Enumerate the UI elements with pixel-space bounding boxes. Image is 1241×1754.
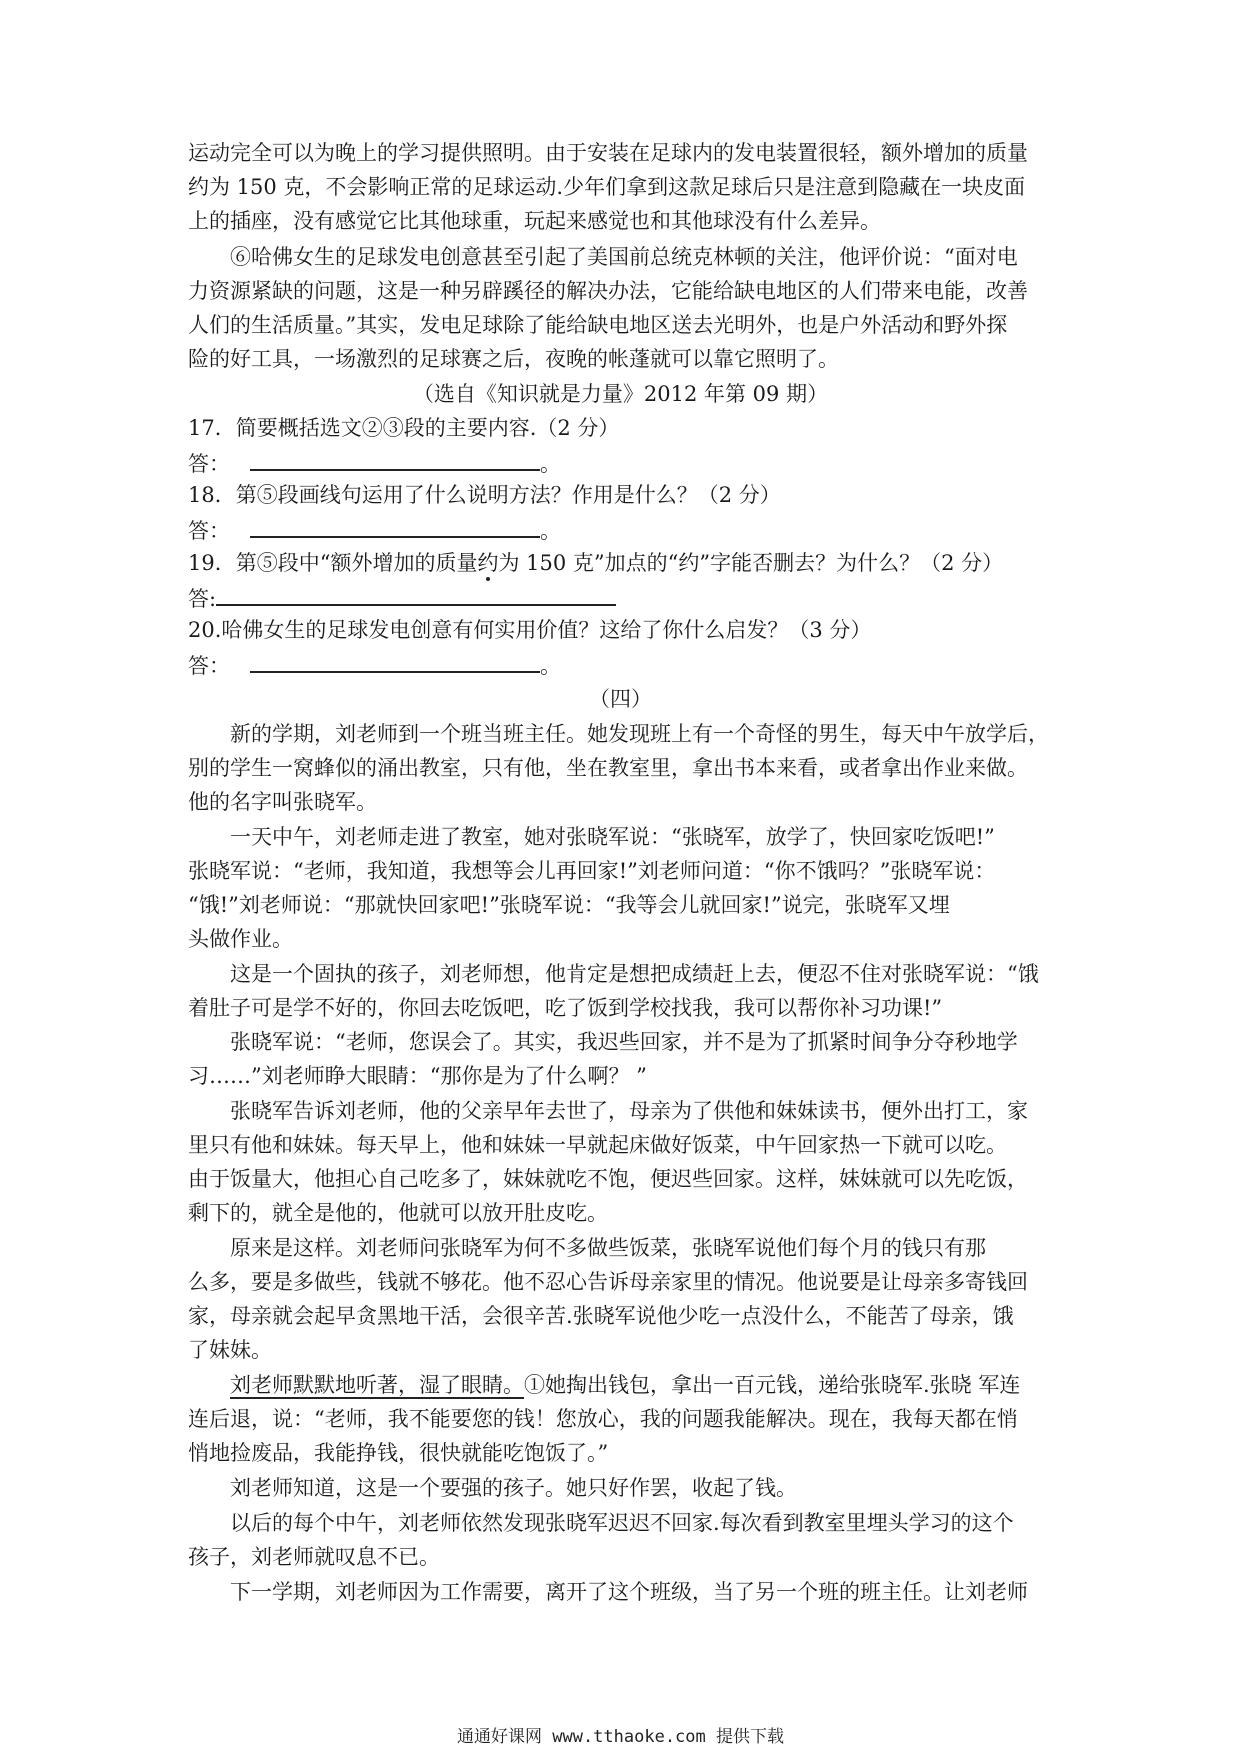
text-line: 里只有他和妹妹。每天早上，他和妹妹一早就起床做好饭菜，中午回家热一下就可以吃。: [188, 1133, 1007, 1157]
text-line: 张晓军告诉刘老师，他的父亲早年去世了，母亲为了供他和妹妹读书，便外出打工，家: [230, 1099, 1028, 1123]
question-20: 20.哈佛女生的足球发电创意有何实用价值？这给了你什么启发？（3 分）: [188, 618, 872, 642]
text-line: 连后退，说：“老师，我不能要您的钱！您放心，我的问题我能解决。现在，我每天都在悄: [188, 1407, 1018, 1431]
answer-blank[interactable]: [250, 647, 540, 673]
answer-blank[interactable]: [250, 445, 540, 471]
text-line: 由于饭量大，他担心自己吃多了，妹妹就吃不饱，便迟些回家。这样，妹妹就可以先吃饭，: [188, 1167, 1028, 1191]
text-line: 人们的生活质量。”其实，发电足球除了能给缺电地区送去光明外，也是户外活动和野外探: [188, 313, 1008, 337]
answer-period: 。: [540, 519, 561, 543]
answer-label: 答：: [188, 519, 230, 543]
text-line: 以后的每个中午，刘老师依然发现张晓军迟迟不回家.每次看到教室里埋头学习的这个: [230, 1511, 1014, 1535]
text-line: 了妹妹。: [188, 1338, 272, 1362]
question-19-part1: 19．第⑤段中“额外增加的质量: [188, 551, 478, 575]
page-footer: 通通好课网 www.tthaoke.com 提供下载: [457, 1727, 784, 1747]
text-line: 运动完全可以为晚上的学习提供照明。由于安装在足球内的发电装置很轻，额外增加的质量: [188, 141, 1028, 165]
question-19-part2: 为 150 克”加点的“约”字能否删去？为什么？（2 分）: [498, 551, 1004, 575]
text-line: 悄地捡废品，我能挣钱，很快就能吃饱饭了。”: [188, 1441, 609, 1465]
text-line: 险的好工具，一场激烈的足球赛之后，夜晚的帐蓬就可以靠它照明了。: [188, 347, 839, 371]
text-line: 剩下的，就全是他的，他就可以放开肚皮吃。: [188, 1201, 608, 1225]
answer-line-19[interactable]: [188, 580, 1058, 616]
answer-period: 。: [540, 654, 561, 678]
text-line: 这是一个固执的孩子，刘老师想，他肯定是想把成绩赶上去，便忍不住对张晓军说：“饿: [230, 962, 1039, 986]
answer-line-18[interactable]: [188, 512, 1058, 548]
text-line: 着肚子可是学不好的，你回去吃饭吧，吃了饭到学校找我，我可以帮你补习功课!”: [188, 996, 943, 1020]
text-line: 刘老师知道，这是一个要强的孩子。她只好作罢，收起了钱。: [230, 1476, 797, 1500]
answer-label: 答：: [188, 654, 230, 678]
text-line: 头做作业。: [188, 927, 293, 951]
text-line: 下一学期，刘老师因为工作需要，离开了这个班级，当了另一个班的班主任。让刘老师: [230, 1580, 1028, 1604]
answer-period: 。: [540, 452, 561, 476]
section-title: （四）: [589, 687, 652, 711]
question-17: 17．简要概括选文②③段的主要内容.（2 分）: [188, 416, 620, 440]
text-line: ⑥哈佛女生的足球发电创意甚至引起了美国前总统克林顿的关注，他评价说：“面对电: [230, 245, 1018, 269]
question-18: 18．第⑤段画线句运用了什么说明方法？作用是什么？（2 分）: [188, 483, 781, 507]
text-line: “饿!”刘老师说：“那就快回家吧!”张晓军说：“我等会儿就回家!”说完，张晓军又埋: [188, 893, 950, 917]
answer-line-20[interactable]: [188, 647, 1058, 683]
text-line: 约为 150 克，不会影响正常的足球运动.少年们拿到这款足球后只是注意到隐藏在一块皮面: [188, 175, 1026, 199]
answer-line-17[interactable]: [188, 445, 1058, 481]
text-line: 习……”刘老师睁大眼睛：“那你是为了什么啊？ ”: [188, 1064, 647, 1088]
text-line: 家，母亲就会起早贪黑地干活，会很辛苦.张晓军说他少吃一点没什么，不能苦了母亲，饿: [188, 1304, 1014, 1328]
dotted-character: 约: [477, 551, 499, 575]
text-line: 新的学期，刘老师到一个班当班主任。她发现班上有一个奇怪的男生，每天中午放学后，: [230, 722, 1049, 746]
source-citation: （选自《知识就是力量》2012 年第 09 期）: [412, 382, 829, 406]
text-span: ①她掏出钱包，拿出一百元钱，递给张晓军.张晓 军连: [524, 1373, 1021, 1397]
text-line: 别的学生一窝蜂似的涌出教室，只有他，坐在教室里，拿出书本来看，或者拿出作业来做。: [188, 756, 1028, 780]
text-line: 么多，要是多做些，钱就不够花。他不忍心告诉母亲家里的情况。他说要是让母亲多寄钱回: [188, 1270, 1028, 1294]
answer-blank[interactable]: [216, 580, 616, 606]
text-line: 力资源紧缺的问题，这是一种另辟蹊径的解决办法，它能给缺电地区的人们带来电能，改善: [188, 279, 1028, 303]
text-line: 张晓军说：“老师，我知道，我想等会儿再回家!”刘老师问道：“你不饿吗？”张晓军说：: [188, 859, 996, 883]
answer-blank[interactable]: [250, 512, 540, 538]
text-line: 一天中午，刘老师走进了教室，她对张晓军说：“张晓军，放学了，快回家吃饭吧!”: [230, 825, 995, 849]
question-19: [188, 546, 1058, 580]
answer-label: 答:: [188, 587, 217, 611]
text-line: 张晓军说：“老师，您误会了。其实，我迟些回家，并不是为了抓紧时间争分夺秒地学: [230, 1030, 1018, 1054]
underlined-sentence: 刘老师默默地听著，湿了眼睛。: [230, 1373, 524, 1397]
text-line: 原来是这样。刘老师问张晓军为何不多做些饭菜，张晓军说他们每个月的钱只有那: [230, 1236, 986, 1260]
text-line: [230, 1368, 1100, 1402]
text-line: 上的插座，没有感觉它比其他球重，玩起来感觉也和其他球没有什么差异。: [188, 209, 881, 233]
text-line: 孩子，刘老师就叹息不已。: [188, 1545, 440, 1569]
answer-label: 答：: [188, 452, 230, 476]
text-line: 他的名字叫张晓军。: [188, 790, 377, 814]
